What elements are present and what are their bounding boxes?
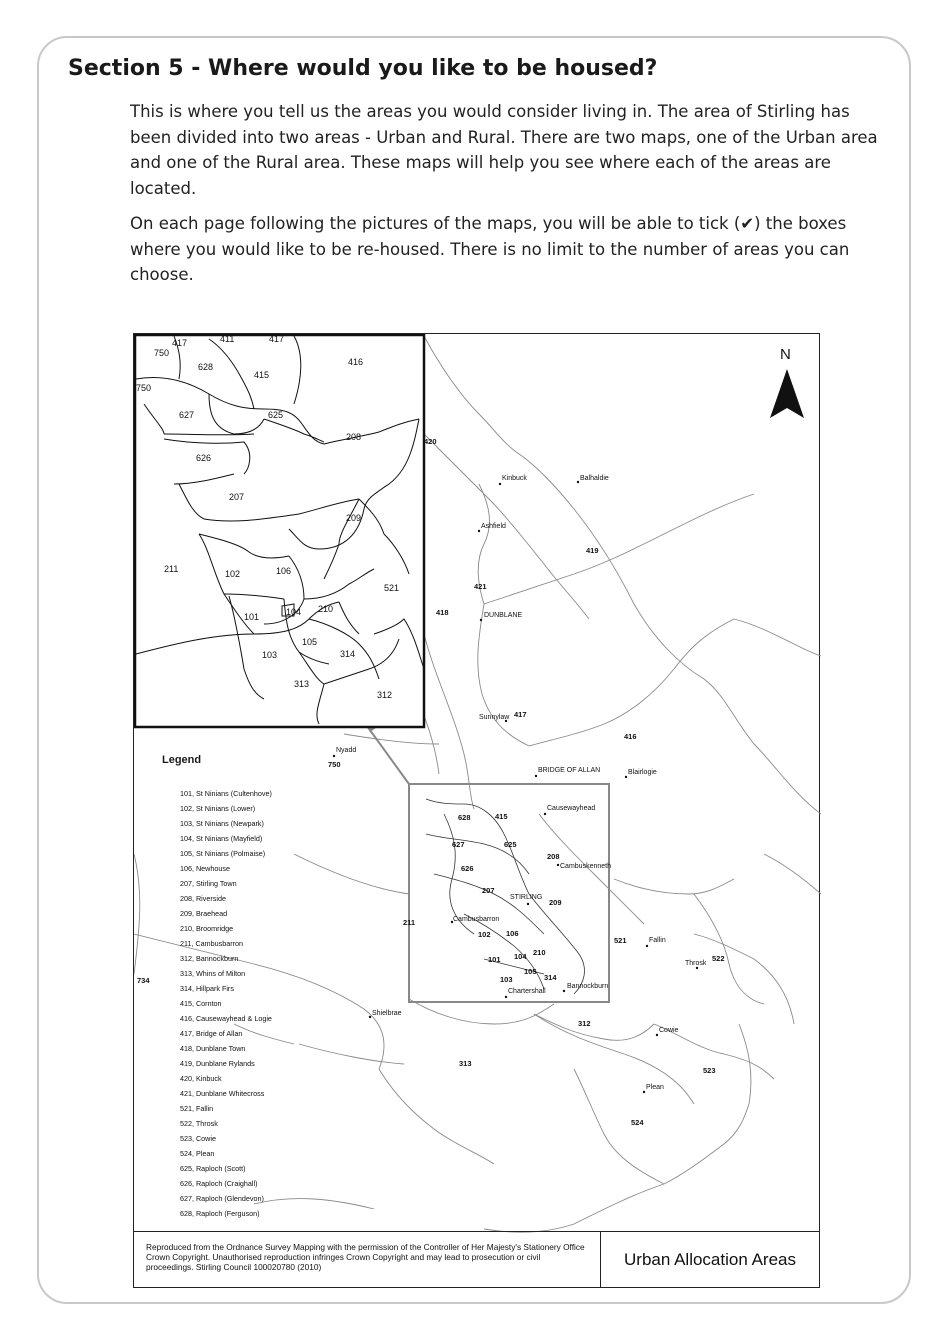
svg-text:Cambusbarron: Cambusbarron (453, 916, 500, 923)
svg-text:106: 106 (506, 929, 519, 938)
svg-text:313: 313 (459, 1059, 472, 1068)
svg-text:524: 524 (631, 1118, 644, 1127)
svg-text:314: 314 (544, 973, 557, 982)
svg-text:625: 625 (268, 410, 284, 420)
svg-text:750: 750 (154, 348, 170, 358)
svg-text:417: 417 (172, 338, 188, 348)
legend-item: 417, Bridge of Allan (180, 1029, 243, 1038)
legend-item: 106, Newhouse (180, 864, 230, 873)
svg-text:211: 211 (164, 564, 179, 574)
svg-text:523: 523 (703, 1066, 716, 1075)
legend-item: 625, Raploch (Scott) (180, 1164, 246, 1173)
map-title: Urban Allocation Areas (601, 1231, 819, 1287)
svg-text:421: 421 (474, 582, 487, 591)
svg-text:312: 312 (578, 1019, 591, 1028)
legend-item: 421, Dunblane Whitecross (180, 1089, 265, 1098)
north-label: N (780, 346, 791, 363)
legend-item: 103, St Ninians (Newpark) (180, 819, 264, 828)
legend-item: 207, Stirling Town (180, 879, 237, 888)
legend-item: 105, St Ninians (Polmaise) (180, 849, 266, 858)
svg-text:Nyadd: Nyadd (336, 747, 357, 754)
svg-text:734: 734 (137, 976, 150, 985)
legend-list (180, 786, 272, 1221)
legend-item: 523, Cowie (180, 1134, 216, 1143)
svg-text:Cowie: Cowie (659, 1027, 679, 1034)
section-title: Section 5 - Where would you like to be housed? (68, 56, 658, 81)
svg-text:411: 411 (220, 334, 235, 344)
urban-allocation-map (133, 333, 820, 1288)
legend-item: 314, Hillpark Firs (180, 984, 234, 993)
north-arrow (770, 346, 804, 418)
svg-text:208: 208 (547, 852, 560, 861)
svg-text:628: 628 (198, 362, 214, 372)
legend-title: Legend (162, 754, 202, 766)
legend-item: 627, Raploch (Glendevon) (180, 1194, 264, 1203)
svg-text:Throsk: Throsk (685, 960, 707, 967)
legend-item: 418, Dunblane Town (180, 1044, 246, 1053)
svg-text:103: 103 (262, 650, 278, 660)
svg-text:417: 417 (269, 334, 285, 344)
legend-item: 101, St Ninians (Cultenhove) (180, 789, 272, 798)
legend-item: 416, Causewayhead & Logie (180, 1014, 272, 1023)
svg-text:Fallin: Fallin (649, 937, 666, 944)
legend-item: 522, Throsk (180, 1119, 218, 1128)
svg-text:627: 627 (179, 410, 195, 420)
legend-item: 208, Riverside (180, 894, 226, 903)
svg-text:521: 521 (614, 936, 627, 945)
svg-text:102: 102 (225, 569, 241, 579)
svg-text:419: 419 (586, 546, 599, 555)
svg-text:415: 415 (495, 812, 508, 821)
legend-item: 524, Plean (180, 1149, 215, 1158)
svg-text:207: 207 (229, 492, 245, 502)
svg-text:750: 750 (328, 760, 341, 769)
legend-item: 420, Kinbuck (180, 1074, 222, 1083)
legend-item: 210, Broomridge (180, 924, 234, 933)
inset-map-frame (135, 335, 424, 727)
legend-item: 312, Bannockburn (180, 954, 239, 963)
svg-text:313: 313 (294, 679, 310, 689)
svg-text:Ashfield: Ashfield (481, 523, 506, 530)
svg-text:417: 417 (514, 710, 527, 719)
svg-text:418: 418 (436, 608, 449, 617)
svg-text:101: 101 (244, 612, 260, 622)
svg-text:104: 104 (514, 952, 527, 961)
svg-text:Shielbrae: Shielbrae (372, 1010, 402, 1017)
svg-text:Plean: Plean (646, 1084, 664, 1091)
copyright-notice: Reproduced from the Ordnance Survey Mapping with the permission of the Controller of Her Majesty's Stationery Office Crown Copyright. Unauthorised reproduction infringes Crown Copyright and may lead to prosecution or civil proceedings. Stirling Council 100020780 (2010) (134, 1231, 601, 1287)
intro-paragraph: This is where you tell us the areas you would consider living in. The area of Stirling has been divided into two areas - Urban and Rural. There are two maps, one of the Urban area and one of the Rural area. These maps will help you see where each of the areas are located. (130, 102, 878, 198)
svg-text:416: 416 (348, 357, 364, 367)
svg-text:Causewayhead: Causewayhead (547, 805, 596, 812)
svg-text:625: 625 (504, 840, 517, 849)
svg-text:106: 106 (276, 566, 292, 576)
svg-text:420: 420 (424, 437, 437, 446)
legend-item: 628, Raploch (Ferguson) (180, 1209, 260, 1218)
svg-text:207: 207 (482, 886, 495, 895)
svg-text:628: 628 (458, 813, 471, 822)
legend-item: 415, Cornton (180, 999, 222, 1008)
svg-text:415: 415 (254, 370, 270, 380)
urban-core-boundaries (426, 799, 584, 994)
svg-text:Sunnylaw: Sunnylaw (479, 714, 510, 721)
legend-item: 313, Whins of Milton (180, 969, 246, 978)
svg-text:211: 211 (403, 918, 416, 927)
svg-text:102: 102 (478, 930, 491, 939)
svg-text:Cambuskenneth: Cambuskenneth (560, 863, 611, 870)
svg-text:Balhaldie: Balhaldie (580, 475, 609, 482)
svg-text:750: 750 (136, 383, 152, 393)
svg-text:BRIDGE OF ALLAN: BRIDGE OF ALLAN (538, 767, 601, 774)
svg-text:626: 626 (196, 453, 212, 463)
svg-text:312: 312 (377, 690, 393, 700)
svg-text:416: 416 (624, 732, 637, 741)
zoom-rectangle (409, 784, 609, 1002)
legend-item: 211, Cambusbarron (180, 939, 243, 948)
legend-item: 102, St Ninians (Lower) (180, 804, 256, 813)
svg-text:STIRLING: STIRLING (510, 894, 543, 901)
svg-text:Kinbuck: Kinbuck (502, 475, 527, 482)
svg-text:627: 627 (452, 840, 465, 849)
svg-text:626: 626 (461, 864, 474, 873)
svg-text:104: 104 (286, 607, 302, 617)
svg-text:522: 522 (712, 954, 725, 963)
north-arrow-icon (770, 369, 804, 418)
svg-text:DUNBLANE: DUNBLANE (484, 612, 523, 619)
svg-text:209: 209 (346, 513, 362, 523)
svg-text:103: 103 (500, 975, 513, 984)
svg-text:105: 105 (524, 967, 537, 976)
svg-text:Chartershall: Chartershall (508, 988, 546, 995)
svg-text:Blairlogie: Blairlogie (628, 769, 657, 776)
svg-text:101: 101 (488, 955, 501, 964)
legend-item: 419, Dunblane Rylands (180, 1059, 255, 1068)
svg-text:Bannockburn: Bannockburn (567, 983, 609, 990)
zoom-connector (367, 726, 409, 784)
svg-text:314: 314 (340, 649, 356, 659)
legend-item: 104, St Ninians (Mayfield) (180, 834, 263, 843)
svg-text:209: 209 (549, 898, 562, 907)
svg-text:210: 210 (533, 948, 546, 957)
legend-item: 626, Raploch (Craighall) (180, 1179, 258, 1188)
legend-item: 521, Fallin (180, 1104, 214, 1113)
svg-text:521: 521 (384, 583, 400, 593)
instruction-paragraph: On each page following the pictures of the maps, you will be able to tick (✔) the boxes where you would like to be re-housed. There is no limit to the number of areas you can choose. (130, 214, 850, 284)
svg-text:208: 208 (346, 432, 362, 442)
svg-text:105: 105 (302, 637, 318, 647)
svg-text:210: 210 (318, 604, 334, 614)
legend-item: 209, Braehead (180, 909, 228, 918)
